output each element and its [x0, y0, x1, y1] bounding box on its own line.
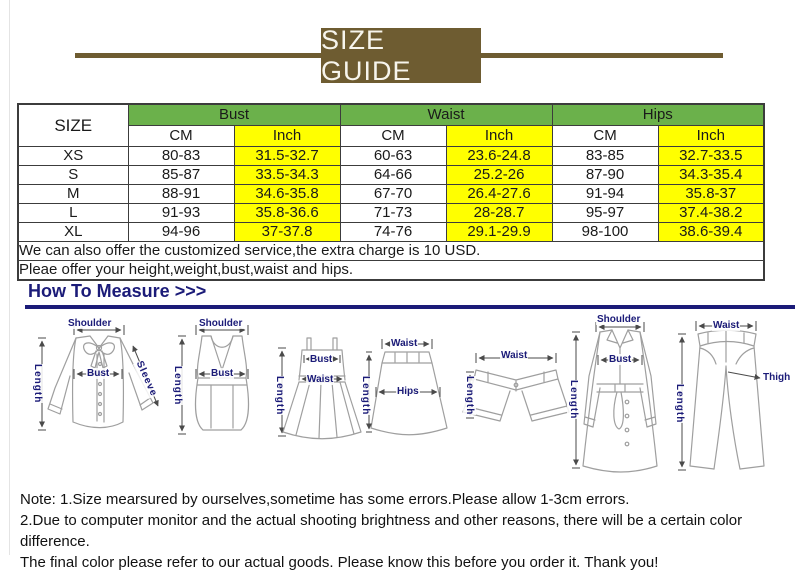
unit-header-cm: CM — [340, 126, 446, 147]
measurement-cell: 23.6-24.8 — [446, 147, 552, 166]
measure-label-length: Length — [568, 380, 579, 420]
measurement-cell: 83-85 — [552, 147, 658, 166]
size-cell: S — [18, 166, 128, 185]
page-title: SIZE GUIDE — [321, 28, 481, 83]
measurement-cell: 37-37.8 — [234, 223, 340, 242]
coat-illustration — [570, 314, 670, 476]
table-note-row — [18, 261, 764, 281]
measure-label-bust: Bust — [211, 368, 234, 379]
size-table — [17, 103, 765, 281]
unit-header-inch: Inch — [446, 126, 552, 147]
measurement-cell: 67-70 — [340, 185, 446, 204]
measurement-cell: 80-83 — [128, 147, 234, 166]
measure-label-bust: Bust — [310, 354, 333, 365]
footer-note: Note: 1.Size mearsured by ourselves,sometime has some errors.Please allow 1-3cm errors. — [20, 491, 630, 508]
measure-label-length: Length — [32, 364, 43, 404]
measurement-cell: 88-91 — [128, 185, 234, 204]
measurement-cell: 35.8-36.6 — [234, 204, 340, 223]
measure-label-bust: Bust — [609, 354, 632, 365]
measure-label-length: Length — [172, 366, 183, 406]
measurement-illustrations — [0, 310, 800, 488]
measurement-cell: 26.4-27.6 — [446, 185, 552, 204]
table-note-row — [18, 242, 764, 261]
column-header-bust: Bust — [128, 104, 340, 126]
measurement-cell: 91-94 — [552, 185, 658, 204]
measurement-cell: 33.5-34.3 — [234, 166, 340, 185]
measure-label-waist: Waist — [307, 374, 334, 385]
column-header-hips: Hips — [552, 104, 764, 126]
measurement-cell: 95-97 — [552, 204, 658, 223]
measure-label-shoulder: Shoulder — [597, 314, 641, 325]
unit-header-inch: Inch — [658, 126, 764, 147]
measure-label-length: Length — [360, 376, 371, 416]
measure-label-waist: Waist — [501, 350, 528, 361]
measure-label-shoulder: Shoulder — [199, 318, 243, 329]
size-cell: XS — [18, 147, 128, 166]
size-cell: L — [18, 204, 128, 223]
measurement-cell: 91-93 — [128, 204, 234, 223]
garment-figure-coat — [570, 314, 670, 476]
how-to-measure-heading: How To Measure >>> — [28, 281, 207, 301]
measurement-cell: 60-63 — [340, 147, 446, 166]
measurement-cell: 87-90 — [552, 166, 658, 185]
measurement-cell: 94-96 — [128, 223, 234, 242]
measurement-cell: 29.1-29.9 — [446, 223, 552, 242]
garment-figure-shorts — [458, 350, 574, 436]
measurement-cell: 64-66 — [340, 166, 446, 185]
vest-illustration — [172, 318, 272, 446]
measure-label-thigh: Thigh — [763, 372, 791, 383]
measure-label-shoulder: Shoulder — [68, 318, 112, 329]
measure-label-bust: Bust — [87, 368, 110, 379]
table-row — [18, 185, 764, 204]
measurement-cell: 28-28.7 — [446, 204, 552, 223]
measure-label-hips: Hips — [397, 386, 419, 397]
measurement-cell: 25.2-26 — [446, 166, 552, 185]
table-row — [18, 147, 764, 166]
measurement-cell: 38.6-39.4 — [658, 223, 764, 242]
table-row — [18, 166, 764, 185]
measure-label-waist: Waist — [713, 320, 740, 331]
measurement-cell: 32.7-33.5 — [658, 147, 764, 166]
size-cell: XL — [18, 223, 128, 242]
garment-figure-skirt — [360, 336, 452, 440]
measurement-cell: 35.8-37 — [658, 185, 764, 204]
table-row — [18, 223, 764, 242]
table-note: Pleae offer your height,weight,bust,waist and hips. — [18, 261, 764, 281]
footer-note: 2.Due to computer monitor and the actual shooting brightness and other reasons, there will be a certain color difference. — [20, 512, 743, 550]
measurement-cell: 34.6-35.8 — [234, 185, 340, 204]
measurement-cell: 74-76 — [340, 223, 446, 242]
footer-notes — [20, 489, 800, 573]
dress-illustration — [276, 334, 368, 444]
measurement-cell: 71-73 — [340, 204, 446, 223]
pants-illustration — [676, 320, 788, 476]
table-unit-header-row — [18, 126, 764, 147]
measure-label-waist: Waist — [391, 338, 418, 349]
column-header-size: SIZE — [18, 104, 128, 147]
garment-figure-pants — [674, 320, 791, 476]
unit-header-inch: Inch — [234, 126, 340, 147]
table-group-header-row — [18, 104, 764, 126]
footer-note: The final color please refer to our actual goods. Please know this before you order it. Thank you! — [20, 554, 659, 571]
size-cell: M — [18, 185, 128, 204]
garment-figure-vest — [172, 318, 272, 446]
measure-label-length: Length — [464, 376, 475, 416]
measurement-cell: 34.3-35.4 — [658, 166, 764, 185]
table-row — [18, 204, 764, 223]
measurement-cell: 31.5-32.7 — [234, 147, 340, 166]
measure-label-length: Length — [674, 384, 685, 424]
garment-figure-dress — [276, 334, 368, 444]
unit-header-cm: CM — [128, 126, 234, 147]
measurement-cell: 98-100 — [552, 223, 658, 242]
measurement-cell: 37.4-38.2 — [658, 204, 764, 223]
garment-figure-blouse — [30, 318, 172, 446]
column-header-waist: Waist — [340, 104, 552, 126]
table-note: We can also offer the customized service,the extra charge is 10 USD. — [18, 242, 764, 261]
measure-label-length: Length — [274, 376, 285, 416]
unit-header-cm: CM — [552, 126, 658, 147]
measure-label-sleeve: Sleeve — [133, 359, 160, 399]
measurement-cell: 85-87 — [128, 166, 234, 185]
section-divider — [25, 305, 795, 309]
